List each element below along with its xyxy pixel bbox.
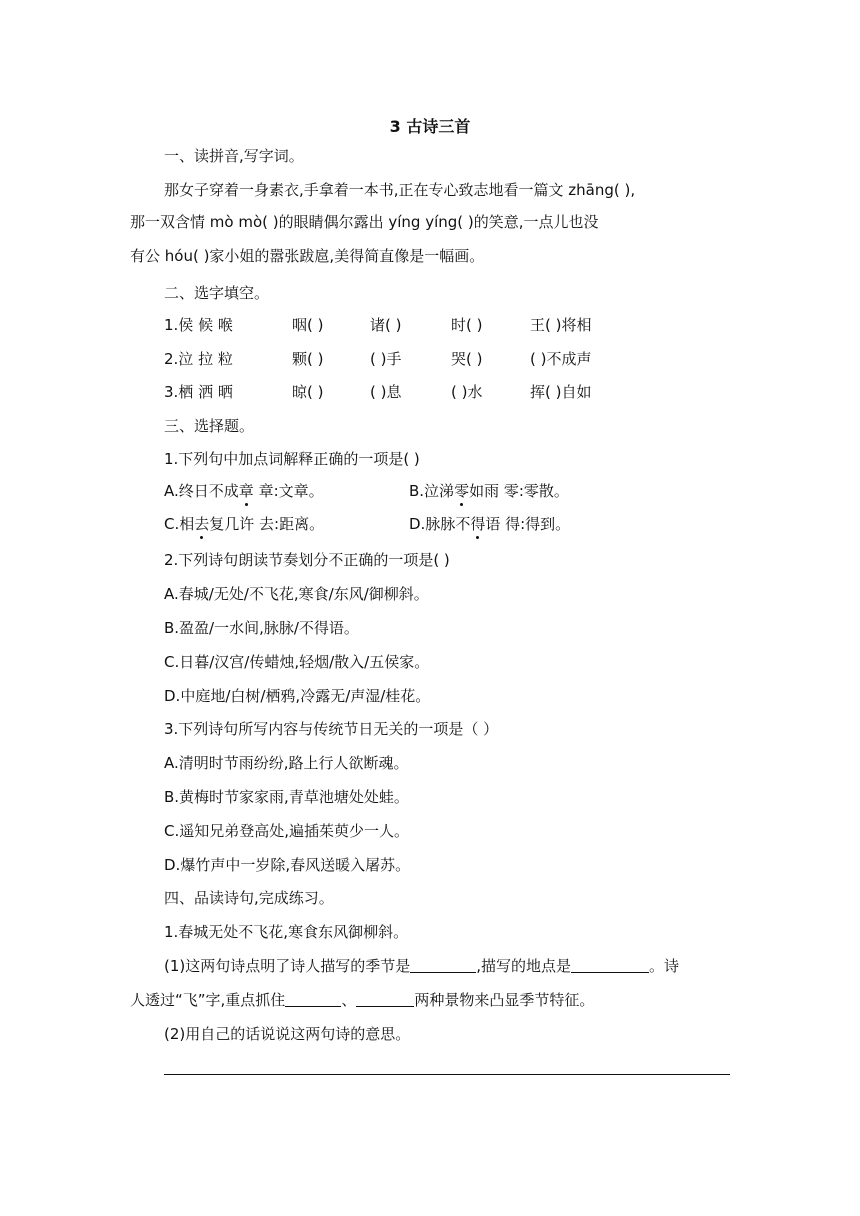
q2-stem: 2.下列诗句朗读节奏划分不正确的一项是( ) (164, 551, 450, 569)
q1-option-b-dotted-word: 零 (454, 482, 470, 500)
q1-option-c-dotted-word: 去 (194, 515, 210, 533)
section-1-line-1: 那女子穿着一身素衣,手拿着一本书,正在专心致志地看一篇文 zhāng( ), (164, 181, 636, 199)
s2-row-2-item-b: ( )手 (370, 350, 402, 368)
q1-option-d (409, 514, 570, 534)
q1-option-c (164, 514, 324, 534)
section-1-heading: 一、读拼音,写字词。 (164, 147, 304, 165)
s4-part-2-prompt: (2)用自己的话说说这两句诗的意思。 (164, 1025, 411, 1043)
s4-part-1-line-2 (130, 990, 594, 1010)
q2-option-d: D.中庭地/白树/栖鸦,冷露无/声湿/桂花。 (164, 687, 431, 705)
s2-row-1-chars: 1.侯 候 喉 (164, 316, 233, 334)
q1-option-b-explanation: 如雨 零:零散。 (469, 482, 569, 500)
section-3-heading: 三、选择题。 (164, 417, 255, 435)
scenery-2-answer-blank[interactable] (356, 991, 414, 1007)
season-answer-blank[interactable] (410, 957, 476, 973)
q3-option-d: D.爆竹声中一岁除,春风送暖入屠苏。 (164, 856, 411, 874)
place-answer-blank[interactable] (571, 957, 649, 973)
s4-part-1-text-a: (1)这两句诗点明了诗人描写的季节是 (164, 957, 411, 975)
q1-option-d-explanation: 语 得:得到。 (485, 515, 571, 533)
s2-row-3-chars: 3.栖 洒 晒 (164, 383, 233, 401)
s2-row-2-chars: 2.泣 拉 粒 (164, 350, 233, 368)
q1-stem: 1.下列句中加点词解释正确的一项是( ) (164, 450, 420, 468)
s2-row-2-item-a: 颗( ) (292, 350, 324, 368)
s2-row-2-item-c: 哭( ) (451, 350, 483, 368)
s2-row-1-item-b: 诸( ) (370, 316, 402, 334)
s2-row-3-item-b: ( )息 (370, 383, 402, 401)
q1-option-a-dotted-word: 章 (238, 482, 254, 500)
scenery-1-answer-blank[interactable] (285, 991, 341, 1007)
q1-option-b-text: B.泣涕 (409, 482, 455, 500)
q3-option-c: C.遥知兄弟登高处,遍插茱萸少一人。 (164, 822, 410, 840)
s2-row-1-item-d: 王( )将相 (530, 316, 592, 334)
q1-option-a-text: A.终日不成 (164, 482, 239, 500)
s2-row-3-item-d: 挥( )自如 (530, 383, 592, 401)
q2-option-a: A.春城/无处/不飞花,寒食/东风/御柳斜。 (164, 585, 429, 603)
page-title: 3 古诗三首 (389, 117, 471, 136)
q3-option-a: A.清明时节雨纷纷,路上行人欲断魂。 (164, 754, 409, 772)
s2-row-3-item-a: 晾( ) (292, 383, 324, 401)
s2-row-1-item-a: 咽( ) (292, 316, 324, 334)
q1-option-d-text: D.脉脉不 (409, 515, 471, 533)
q1-option-c-text: C.相 (164, 515, 195, 533)
s4-part-1-text-b: ,描写的地点是 (476, 957, 572, 975)
q2-option-b: B.盈盈/一水间,脉脉/不得语。 (164, 619, 359, 637)
s2-row-1-item-c: 时( ) (451, 316, 483, 334)
s4-part-1-text-e: 、 (341, 991, 357, 1009)
section-1-line-3: 有公 hóu( )家小姐的嚣张跋扈,美得简直像是一幅画。 (130, 247, 485, 265)
q1-option-a (164, 481, 324, 501)
section-2-heading: 二、选字填空。 (164, 284, 270, 302)
s4-part-1-text-d: 人透过“飞”字,重点抓住 (130, 991, 286, 1009)
s2-row-2-item-d: ( )不成声 (530, 350, 592, 368)
q1-option-b (409, 481, 569, 501)
q3-stem: 3.下列诗句所写内容与传统节日无关的一项是（ ） (164, 720, 499, 738)
q1-option-d-dotted-word: 得 (470, 515, 486, 533)
section-4-heading: 四、品读诗句,完成练习。 (164, 889, 334, 907)
q3-option-b: B.黄梅时节家家雨,青草池塘处处蛙。 (164, 788, 409, 806)
answer-line[interactable] (164, 1074, 730, 1075)
s4-poem-line: 1.春城无处不飞花,寒食东风御柳斜。 (164, 923, 409, 941)
s4-part-1-line-1 (164, 956, 679, 976)
s4-part-1-text-f: 两种景物来凸显季节特征。 (414, 991, 595, 1009)
section-1-line-2: 那一双含情 mò mò( )的眼睛偶尔露出 yíng yíng( )的笑意,一点儿也没 (130, 213, 599, 231)
s2-row-3-item-c: ( )水 (451, 383, 483, 401)
s4-part-1-text-c: 。诗 (649, 957, 680, 975)
q1-option-c-explanation: 复几许 去:距离。 (209, 515, 325, 533)
q2-option-c: C.日暮/汉宫/传蜡烛,轻烟/散入/五侯家。 (164, 653, 430, 671)
q1-option-a-explanation: 章:文章。 (253, 482, 324, 500)
